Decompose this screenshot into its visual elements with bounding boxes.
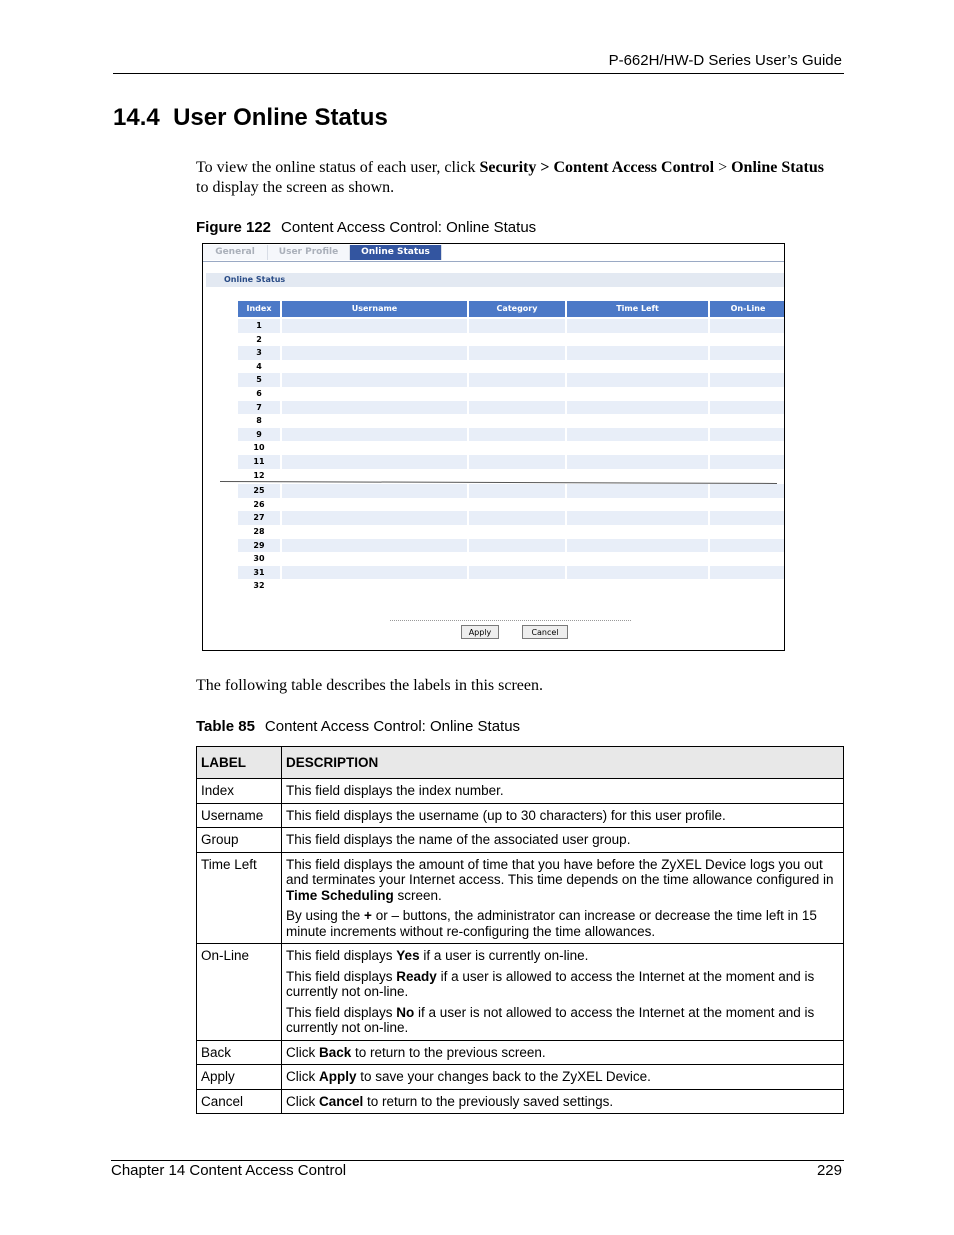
intro-text-sep: > xyxy=(714,159,732,176)
column-separator xyxy=(708,484,710,498)
bold-term: No xyxy=(396,1004,415,1020)
column-separator xyxy=(280,346,282,360)
column-separator xyxy=(565,373,567,387)
table-row xyxy=(197,803,844,828)
column-separator xyxy=(565,484,567,498)
column-separator xyxy=(708,373,710,387)
text: This field displays the amount of time that you have before the ZyXEL Device logs you out and terminates your Internet access. This time depends on the time allowance configured in xyxy=(286,856,834,887)
column-separator xyxy=(708,455,710,469)
column-separator xyxy=(280,373,282,387)
row-index: 8 xyxy=(256,416,262,426)
status-row xyxy=(238,455,785,469)
column-separator xyxy=(467,469,469,483)
text: if a user is currently on-line. xyxy=(419,948,589,963)
column-separator xyxy=(708,387,710,401)
column-separator xyxy=(708,579,710,593)
row-description xyxy=(282,1065,844,1090)
figure-caption xyxy=(196,219,536,236)
column-separator xyxy=(565,566,567,580)
row-index: 31 xyxy=(253,567,265,577)
column-separator xyxy=(565,428,567,442)
status-row xyxy=(238,469,785,483)
column-separator xyxy=(467,360,469,374)
column-separator xyxy=(280,539,282,553)
row-index: 29 xyxy=(253,540,265,550)
status-row xyxy=(238,566,785,580)
status-row xyxy=(238,552,785,566)
column-separator xyxy=(565,387,567,401)
column-separator xyxy=(280,387,282,401)
status-row xyxy=(238,360,785,374)
row-index: 9 xyxy=(256,429,262,439)
status-row xyxy=(238,401,785,415)
row-index: 28 xyxy=(253,527,265,536)
column-separator xyxy=(565,441,567,455)
status-row xyxy=(238,333,785,347)
bold-term: Yes xyxy=(396,948,420,963)
column-separator xyxy=(280,401,282,415)
bold-term: + xyxy=(364,908,372,923)
bold-term: Time Scheduling xyxy=(286,887,394,903)
column-separator xyxy=(467,373,469,387)
status-row xyxy=(238,414,785,428)
column-separator xyxy=(708,441,710,455)
column-separator xyxy=(467,387,469,401)
column-separator xyxy=(565,346,567,360)
column-separator xyxy=(708,552,710,566)
table-row xyxy=(197,1089,844,1114)
panel-title: Online Status xyxy=(206,273,784,287)
row-index: 7 xyxy=(256,402,262,412)
column-separator xyxy=(467,401,469,415)
status-row xyxy=(238,387,785,401)
section-title xyxy=(113,104,388,132)
footer-rule xyxy=(111,1160,844,1161)
column-separator xyxy=(280,579,282,593)
row-label: Apply xyxy=(197,1065,282,1090)
tab-bar xyxy=(203,244,784,262)
row-description: This field displays the index number. xyxy=(282,779,844,804)
text: Click xyxy=(286,1044,319,1060)
column-separator xyxy=(467,414,469,428)
row-index: 32 xyxy=(253,581,265,591)
column-separator xyxy=(708,360,710,374)
text: to return to the previous screen. xyxy=(351,1044,546,1060)
running-header: P-662H/HW-D Series User’s Guide xyxy=(608,52,842,69)
column-separator xyxy=(280,333,282,347)
column-separator xyxy=(565,525,567,539)
tab-user-profile[interactable]: User Profile xyxy=(268,245,350,260)
column-separator xyxy=(565,455,567,469)
row-label: Group xyxy=(197,828,282,853)
column-separator xyxy=(467,511,469,525)
status-row xyxy=(238,373,785,387)
column-separator xyxy=(280,455,282,469)
column-separator xyxy=(708,401,710,415)
column-header-on-line: On-Line xyxy=(710,301,785,317)
bold-term: Cancel xyxy=(319,1093,364,1109)
column-separator xyxy=(280,428,282,442)
table-row xyxy=(197,1040,844,1065)
column-separator xyxy=(708,525,710,539)
intro-paragraph xyxy=(196,158,836,198)
column-separator xyxy=(467,441,469,455)
text: screen. xyxy=(393,887,442,903)
column-header-index: Index xyxy=(238,301,280,317)
column-separator xyxy=(565,469,567,483)
screenshot-figure xyxy=(202,243,785,651)
column-separator xyxy=(280,552,282,566)
row-description xyxy=(282,1089,844,1114)
bold-term: Back xyxy=(319,1044,352,1060)
column-separator xyxy=(565,579,567,593)
tab-online-status[interactable]: Online Status xyxy=(350,245,442,260)
column-separator xyxy=(467,498,469,512)
column-separator xyxy=(565,498,567,512)
footer-chapter: Chapter 14 Content Access Control xyxy=(111,1162,347,1179)
row-label: Index xyxy=(197,779,282,804)
column-separator xyxy=(708,539,710,553)
table-row xyxy=(197,852,844,944)
intro-menu-item: Online Status xyxy=(731,159,825,176)
column-separator xyxy=(280,469,282,483)
column-separator xyxy=(708,469,710,483)
row-index: 1 xyxy=(256,321,262,330)
column-header-time-left: Time Left xyxy=(567,301,708,317)
column-separator xyxy=(280,511,282,525)
description-column-header: DESCRIPTION xyxy=(282,747,844,779)
row-label: Back xyxy=(197,1040,282,1065)
column-header-category: Category xyxy=(469,301,565,317)
column-separator xyxy=(467,319,469,333)
row-index: 5 xyxy=(256,375,262,385)
description-paragraph xyxy=(286,1005,839,1036)
table-caption xyxy=(196,718,520,735)
header-rule xyxy=(113,73,844,74)
row-index: 10 xyxy=(253,443,265,453)
apply-button[interactable]: Apply xyxy=(461,625,499,639)
column-separator xyxy=(565,360,567,374)
table-title: Content Access Control: Online Status xyxy=(264,718,521,735)
row-label: Cancel xyxy=(197,1089,282,1114)
bold-term: Ready xyxy=(396,968,437,984)
column-separator xyxy=(467,455,469,469)
row-description xyxy=(282,1040,844,1065)
column-separator xyxy=(467,346,469,360)
figure-title: Content Access Control: Online Status xyxy=(281,219,537,236)
status-row xyxy=(238,539,785,553)
section-number: 14.4 xyxy=(113,104,160,131)
text: This field displays xyxy=(286,948,397,963)
text: By using the xyxy=(286,908,365,923)
column-separator xyxy=(467,428,469,442)
column-separator xyxy=(467,566,469,580)
table-row xyxy=(197,944,844,1041)
column-separator xyxy=(565,552,567,566)
column-separator xyxy=(708,414,710,428)
row-label: Username xyxy=(197,803,282,828)
text: if a user is not allowed to access the Internet at the moment and is currently not on-line. xyxy=(286,1004,815,1035)
row-description xyxy=(282,944,844,1041)
column-separator xyxy=(280,498,282,512)
status-row xyxy=(238,498,785,512)
row-index: 26 xyxy=(253,499,265,509)
row-index: 2 xyxy=(256,334,262,344)
column-separator xyxy=(708,319,710,333)
row-description xyxy=(282,852,844,944)
description-table xyxy=(196,746,844,1114)
status-row xyxy=(238,484,785,498)
row-index: 4 xyxy=(256,361,262,371)
section-heading: User Online Status xyxy=(173,104,388,131)
text: to return to the previously saved settings. xyxy=(363,1093,614,1109)
row-description: This field displays the username (up to 30 characters) for this user profile. xyxy=(282,803,844,828)
row-index: 3 xyxy=(256,348,262,358)
row-description: This field displays the name of the associated user group. xyxy=(282,828,844,853)
column-separator xyxy=(467,484,469,498)
status-row xyxy=(238,319,785,333)
table-label: Table 85 xyxy=(196,718,255,735)
column-separator xyxy=(565,319,567,333)
status-row xyxy=(238,511,785,525)
page-number: 229 xyxy=(816,1162,842,1179)
column-separator xyxy=(565,401,567,415)
status-row xyxy=(238,579,785,593)
status-row xyxy=(238,346,785,360)
text: if a user is allowed to access the Internet at the moment and is currently not on-line. xyxy=(286,968,815,999)
column-separator xyxy=(280,414,282,428)
text: Click xyxy=(286,1069,319,1084)
column-separator xyxy=(280,441,282,455)
table-intro: The following table describes the labels in this screen. xyxy=(196,677,544,694)
row-label: On-Line xyxy=(197,944,282,1041)
column-separator xyxy=(467,552,469,566)
table-row xyxy=(197,1065,844,1090)
column-separator xyxy=(467,579,469,593)
column-separator xyxy=(708,346,710,360)
description-paragraph xyxy=(286,908,839,939)
column-separator xyxy=(708,498,710,512)
column-separator xyxy=(565,414,567,428)
row-index: 12 xyxy=(253,470,265,480)
column-separator xyxy=(708,428,710,442)
text: to save your changes back to the ZyXEL Device. xyxy=(356,1069,651,1084)
description-paragraph xyxy=(286,948,839,964)
column-separator xyxy=(565,539,567,553)
column-separator xyxy=(708,511,710,525)
figure-label: Figure 122 xyxy=(196,219,272,236)
column-separator xyxy=(708,566,710,580)
text: This field displays xyxy=(286,1004,397,1020)
description-paragraph xyxy=(286,857,839,904)
intro-menu-path: Security > Content Access Control xyxy=(479,159,715,176)
text: This field displays xyxy=(286,968,397,984)
row-index: 27 xyxy=(253,513,265,523)
intro-text: To view the online status of each user, click xyxy=(196,159,480,176)
text: Click xyxy=(286,1093,319,1109)
description-paragraph xyxy=(286,969,839,1000)
cancel-button[interactable]: Cancel xyxy=(522,625,568,639)
column-separator xyxy=(280,319,282,333)
bold-term: Apply xyxy=(319,1069,357,1084)
text: or – buttons, the administrator can increase or decrease the time left in 15 minute increments without re-configuring the time allowances. xyxy=(286,908,817,939)
dotted-divider xyxy=(390,620,631,621)
column-separator xyxy=(467,525,469,539)
column-separator xyxy=(280,484,282,498)
column-separator xyxy=(467,539,469,553)
row-index: 30 xyxy=(253,554,265,564)
label-column-header: LABEL xyxy=(197,747,282,779)
column-separator xyxy=(565,333,567,347)
column-separator xyxy=(708,333,710,347)
status-row xyxy=(238,441,785,455)
table-header-row xyxy=(197,747,844,779)
row-index: 25 xyxy=(253,486,265,496)
column-separator xyxy=(280,566,282,580)
status-row xyxy=(238,525,785,539)
column-separator xyxy=(467,333,469,347)
column-separator xyxy=(280,525,282,539)
status-row xyxy=(238,428,785,442)
row-index: 11 xyxy=(253,457,265,466)
row-label: Time Left xyxy=(197,852,282,944)
column-separator xyxy=(280,360,282,374)
table-row xyxy=(197,779,844,804)
row-index: 6 xyxy=(256,389,262,398)
tab-general[interactable]: General xyxy=(203,245,268,260)
table-row xyxy=(197,828,844,853)
intro-text-end: to display the screen as shown. xyxy=(196,179,395,196)
column-header-username: Username xyxy=(282,301,467,317)
column-separator xyxy=(565,511,567,525)
